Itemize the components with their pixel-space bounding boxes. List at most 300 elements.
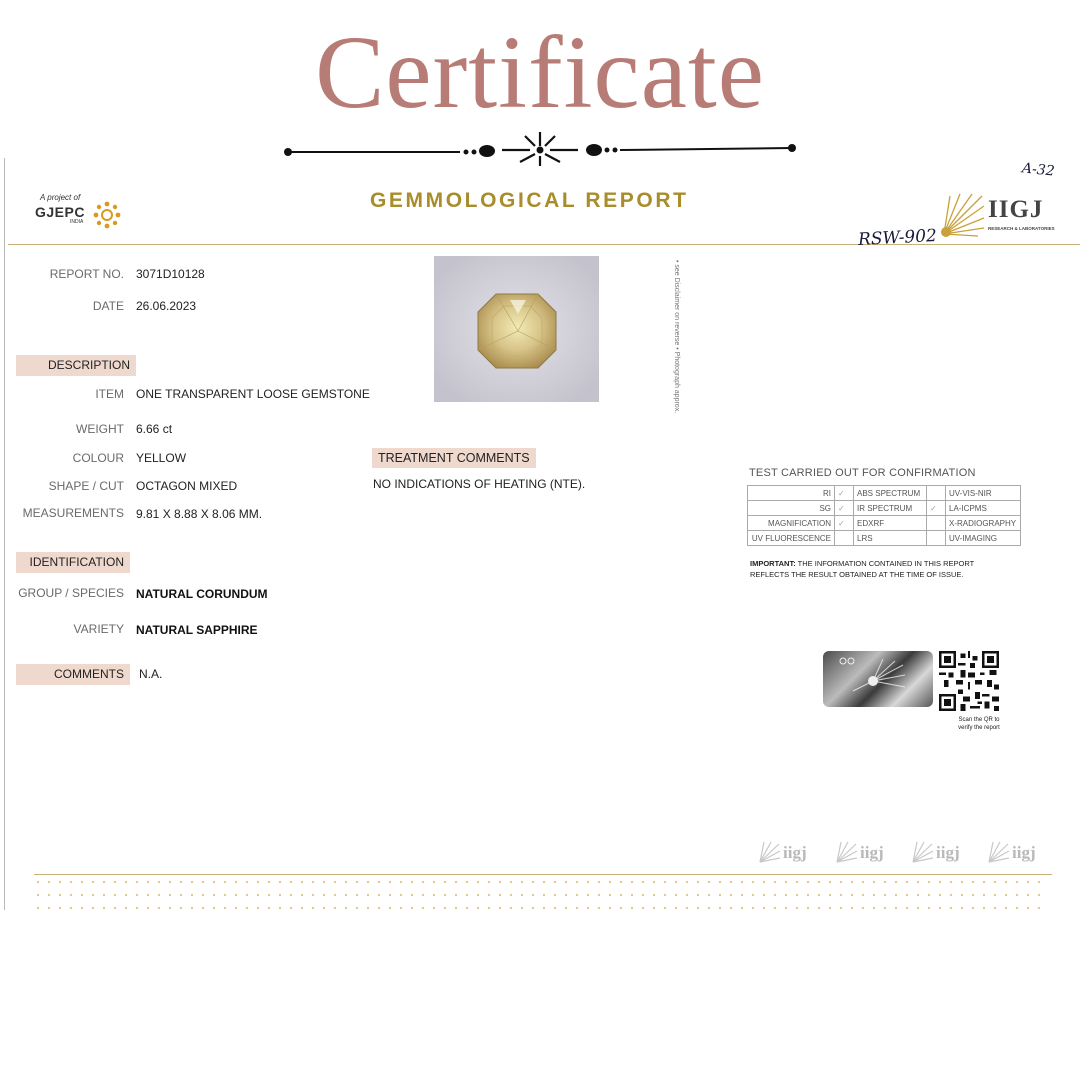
gemstone-photo <box>434 256 599 402</box>
star-ornament <box>917 894 920 897</box>
star-ornament <box>235 907 238 910</box>
important-note <box>750 558 1010 580</box>
star-ornament <box>818 894 821 897</box>
star-ornament <box>884 881 887 884</box>
star-ornament <box>730 907 733 910</box>
star-ornament <box>312 907 315 910</box>
star-ornament <box>477 894 480 897</box>
star-ornament <box>598 907 601 910</box>
star-ornament <box>895 894 898 897</box>
star-ornament <box>125 894 128 897</box>
star-ornament <box>851 894 854 897</box>
star-ornament <box>1038 881 1041 884</box>
hologram-seal <box>823 651 933 707</box>
star-ornament <box>774 881 777 884</box>
star-ornament <box>510 907 513 910</box>
star-ornament <box>466 907 469 910</box>
star-ornament <box>268 894 271 897</box>
star-ornament <box>730 894 733 897</box>
star-ornament <box>554 907 557 910</box>
star-ornament <box>829 881 832 884</box>
iigj-watermark-text: iigj <box>936 843 960 862</box>
test-check-empty <box>927 531 946 546</box>
star-ornament <box>367 907 370 910</box>
star-ornament <box>631 894 634 897</box>
star-ornament <box>829 907 832 910</box>
star-ornament <box>664 881 667 884</box>
section-comments: COMMENTS <box>16 664 130 685</box>
star-ornament <box>895 881 898 884</box>
star-ornament <box>103 881 106 884</box>
star-ornament <box>598 894 601 897</box>
star-ornament <box>961 907 964 910</box>
star-ornament <box>114 907 117 910</box>
star-ornament <box>851 881 854 884</box>
star-ornament <box>444 894 447 897</box>
star-ornament <box>807 907 810 910</box>
test-check-empty <box>835 531 854 546</box>
star-ornament <box>906 894 909 897</box>
star-ornament <box>125 907 128 910</box>
test-cell: RI <box>748 486 835 501</box>
star-ornament <box>114 894 117 897</box>
star-ornament <box>224 881 227 884</box>
measurements-label: MEASUREMENTS <box>22 506 124 520</box>
star-ornament <box>939 881 942 884</box>
star-ornament <box>444 907 447 910</box>
star-ornament <box>290 907 293 910</box>
tests-row <box>748 531 1021 546</box>
star-ornament <box>334 881 337 884</box>
star-ornament <box>620 907 623 910</box>
star-ornament <box>103 894 106 897</box>
star-ornament <box>147 907 150 910</box>
star-ornament <box>356 907 359 910</box>
star-ornament <box>873 894 876 897</box>
star-ornament <box>785 907 788 910</box>
qr-caption <box>944 716 1014 732</box>
test-cell: IR SPECTRUM <box>854 501 927 516</box>
star-ornament <box>961 894 964 897</box>
star-ornament <box>587 894 590 897</box>
star-ornament <box>422 894 425 897</box>
star-ornament <box>257 881 260 884</box>
star-ornament <box>433 881 436 884</box>
star-ornament <box>719 881 722 884</box>
test-cell: LA-ICPMS <box>946 501 1021 516</box>
star-ornament <box>994 881 997 884</box>
star-ornament <box>708 907 711 910</box>
star-ornament <box>389 881 392 884</box>
star-ornament <box>92 907 95 910</box>
star-ornament <box>785 881 788 884</box>
star-ornament <box>422 881 425 884</box>
test-cell: X-RADIOGRAPHY <box>946 516 1021 531</box>
star-ornament <box>499 894 502 897</box>
star-ornament <box>708 881 711 884</box>
star-ornament <box>752 907 755 910</box>
star-ornament <box>939 907 942 910</box>
star-ornament <box>114 881 117 884</box>
star-ornament <box>488 894 491 897</box>
certificate-title: Certificate <box>315 15 765 130</box>
gjepc-tagline: A project of <box>40 193 81 202</box>
star-ornament <box>213 894 216 897</box>
star-ornament <box>323 881 326 884</box>
star-ornament <box>928 894 931 897</box>
shape-value: OCTAGON MIXED <box>136 479 238 493</box>
star-ornament <box>136 881 139 884</box>
test-cell: UV-VIS-NIR <box>946 486 1021 501</box>
iigj-watermark <box>834 840 884 866</box>
star-ornament <box>972 881 975 884</box>
star-ornament <box>917 907 920 910</box>
star-ornament <box>763 894 766 897</box>
star-ornament <box>268 907 271 910</box>
star-ornament <box>37 881 40 884</box>
star-ornament <box>829 894 832 897</box>
test-cell: SG <box>748 501 835 516</box>
star-ornament <box>950 907 953 910</box>
star-ornament <box>411 881 414 884</box>
star-ornament <box>158 881 161 884</box>
star-border-pattern <box>34 878 1052 914</box>
item-label: ITEM <box>95 387 124 401</box>
star-ornament <box>928 907 931 910</box>
star-ornament <box>895 907 898 910</box>
test-cell: ABS SPECTRUM <box>854 486 927 501</box>
star-ornament <box>862 881 865 884</box>
star-ornament <box>81 881 84 884</box>
star-ornament <box>323 907 326 910</box>
star-ornament <box>103 907 106 910</box>
star-ornament <box>576 894 579 897</box>
star-ornament <box>983 907 986 910</box>
star-ornament <box>422 907 425 910</box>
star-ornament <box>587 881 590 884</box>
star-ornament <box>345 881 348 884</box>
iigj-watermark-starburst-icon <box>910 841 934 865</box>
section-identification: IDENTIFICATION <box>16 552 130 573</box>
star-ornament <box>81 907 84 910</box>
star-ornament <box>796 894 799 897</box>
star-ornament <box>92 894 95 897</box>
star-ornament <box>532 907 535 910</box>
star-ornament <box>873 907 876 910</box>
star-ornament <box>477 907 480 910</box>
report-heading: GEMMOLOGICAL REPORT <box>370 189 689 212</box>
star-ornament <box>532 894 535 897</box>
star-ornament <box>664 894 667 897</box>
star-ornament <box>686 894 689 897</box>
star-ornament <box>609 894 612 897</box>
star-ornament <box>917 881 920 884</box>
star-ornament <box>565 894 568 897</box>
star-ornament <box>411 907 414 910</box>
star-ornament <box>477 881 480 884</box>
star-ornament <box>136 907 139 910</box>
star-ornament <box>1016 881 1019 884</box>
star-ornament <box>950 894 953 897</box>
star-ornament <box>763 907 766 910</box>
group-value: NATURAL CORUNDUM <box>136 587 268 601</box>
star-ornament <box>510 881 513 884</box>
star-ornament <box>466 894 469 897</box>
star-ornament <box>752 881 755 884</box>
measurements-value: 9.81 X 8.88 X 8.06 MM. <box>136 507 263 521</box>
star-ornament <box>367 894 370 897</box>
star-ornament <box>983 881 986 884</box>
comments-value: N.A. <box>139 667 163 681</box>
treatment-value: NO INDICATIONS OF HEATING (NTE). <box>373 477 586 491</box>
star-ornament <box>70 894 73 897</box>
star-ornament <box>147 881 150 884</box>
tests-table <box>747 485 1021 546</box>
star-ornament <box>532 881 535 884</box>
star-ornament <box>70 881 73 884</box>
gjepc-logo-text: GJEPC <box>35 204 85 220</box>
star-ornament <box>455 894 458 897</box>
star-ornament <box>334 907 337 910</box>
star-ornament <box>400 894 403 897</box>
star-ornament <box>653 881 656 884</box>
star-ornament <box>488 907 491 910</box>
star-ornament <box>59 881 62 884</box>
iigj-subtitle: RESEARCH & LABORATORIES <box>988 226 1055 231</box>
footer-rule <box>34 874 1052 875</box>
star-ornament <box>818 907 821 910</box>
star-ornament <box>246 894 249 897</box>
star-ornament <box>323 894 326 897</box>
star-ornament <box>290 894 293 897</box>
important-label: IMPORTANT: <box>750 559 796 568</box>
star-ornament <box>719 907 722 910</box>
weight-label: WEIGHT <box>76 422 124 436</box>
star-ornament <box>543 907 546 910</box>
star-ornament <box>521 907 524 910</box>
star-ornament <box>378 907 381 910</box>
check-icon: ✓ <box>835 486 854 501</box>
star-ornament <box>554 894 557 897</box>
star-ornament <box>158 894 161 897</box>
star-ornament <box>356 894 359 897</box>
star-ornament <box>587 907 590 910</box>
test-check-empty <box>927 516 946 531</box>
important-text: THE INFORMATION CONTAINED IN THIS REPORT REFLECTS THE RESULT OBTAINED AT THE TIME OF ISSUE. <box>750 559 975 579</box>
star-ornament <box>939 894 942 897</box>
star-ornament <box>565 881 568 884</box>
star-ornament <box>224 894 227 897</box>
star-ornament <box>488 881 491 884</box>
handwritten-code: RSW-902 <box>857 225 938 251</box>
star-ornament <box>642 881 645 884</box>
star-ornament <box>235 881 238 884</box>
report-no-value: 3071D10128 <box>136 267 205 281</box>
star-ornament <box>433 894 436 897</box>
star-ornament <box>455 881 458 884</box>
test-cell: UV-IMAGING <box>946 531 1021 546</box>
star-ornament <box>1027 907 1030 910</box>
star-ornament <box>884 907 887 910</box>
test-cell: UV FLUORESCENCE <box>748 531 835 546</box>
star-ornament <box>840 907 843 910</box>
test-check-empty <box>927 486 946 501</box>
star-ornament <box>565 907 568 910</box>
star-ornament <box>169 881 172 884</box>
star-ornament <box>697 894 700 897</box>
star-ornament <box>312 881 315 884</box>
star-ornament <box>367 881 370 884</box>
colour-label: COLOUR <box>72 451 124 465</box>
star-ornament <box>741 894 744 897</box>
star-ornament <box>279 907 282 910</box>
star-ornament <box>180 894 183 897</box>
report-no-label: REPORT NO. <box>49 267 124 281</box>
weight-value: 6.66 ct <box>136 422 173 436</box>
star-ornament <box>169 894 172 897</box>
star-ornament <box>279 881 282 884</box>
star-ornament <box>928 881 931 884</box>
star-ornament <box>180 907 183 910</box>
star-ornament <box>158 907 161 910</box>
shape-label: SHAPE / CUT <box>48 479 124 493</box>
star-ornament <box>972 894 975 897</box>
star-ornament <box>862 907 865 910</box>
star-ornament <box>543 881 546 884</box>
tests-row <box>748 486 1021 501</box>
star-ornament <box>807 881 810 884</box>
star-ornament <box>136 894 139 897</box>
star-ornament <box>983 894 986 897</box>
star-ornament <box>81 894 84 897</box>
test-cell: EDXRF <box>854 516 927 531</box>
star-ornament <box>257 907 260 910</box>
iigj-watermark <box>986 840 1036 866</box>
tests-row <box>748 516 1021 531</box>
star-ornament <box>257 894 260 897</box>
star-ornament <box>345 894 348 897</box>
star-ornament <box>312 894 315 897</box>
test-cell: MAGNIFICATION <box>748 516 835 531</box>
star-ornament <box>389 894 392 897</box>
star-ornament <box>730 881 733 884</box>
star-ornament <box>609 881 612 884</box>
star-ornament <box>400 881 403 884</box>
star-ornament <box>774 894 777 897</box>
star-ornament <box>301 907 304 910</box>
star-ornament <box>246 907 249 910</box>
check-icon: ✓ <box>835 501 854 516</box>
variety-value: NATURAL SAPPHIRE <box>136 623 258 637</box>
star-ornament <box>1005 881 1008 884</box>
star-ornament <box>543 894 546 897</box>
star-ornament <box>906 881 909 884</box>
iigj-logo-text: IIGJ <box>988 196 1044 223</box>
star-ornament <box>697 881 700 884</box>
star-ornament <box>37 894 40 897</box>
star-ornament <box>213 907 216 910</box>
variety-label: VARIETY <box>73 622 124 636</box>
check-icon: ✓ <box>835 516 854 531</box>
star-ornament <box>697 907 700 910</box>
star-ornament <box>301 894 304 897</box>
star-ornament <box>598 881 601 884</box>
star-ornament <box>213 881 216 884</box>
star-ornament <box>884 894 887 897</box>
iigj-starburst-icon <box>938 192 986 240</box>
star-ornament <box>268 881 271 884</box>
check-icon: ✓ <box>927 501 946 516</box>
star-ornament <box>48 907 51 910</box>
star-ornament <box>620 894 623 897</box>
gjepc-country: INDIA <box>70 219 84 225</box>
star-ornament <box>521 881 524 884</box>
colour-value: YELLOW <box>136 451 187 465</box>
qr-code[interactable] <box>939 651 999 711</box>
star-ornament <box>686 881 689 884</box>
star-ornament <box>389 907 392 910</box>
star-ornament <box>180 881 183 884</box>
star-ornament <box>763 881 766 884</box>
star-ornament <box>818 881 821 884</box>
star-ornament <box>1005 894 1008 897</box>
star-ornament <box>345 907 348 910</box>
star-ornament <box>147 894 150 897</box>
iigj-watermark-starburst-icon <box>986 841 1010 865</box>
star-ornament <box>356 881 359 884</box>
star-ornament <box>774 907 777 910</box>
star-ornament <box>125 881 128 884</box>
iigj-watermark <box>757 840 807 866</box>
star-border <box>34 878 1052 914</box>
iigj-watermark-text: iigj <box>783 843 807 862</box>
star-ornament <box>576 881 579 884</box>
star-ornament <box>631 881 634 884</box>
star-ornament <box>961 881 964 884</box>
star-ornament <box>631 907 634 910</box>
qr-caption-line2: verify the report <box>958 725 1000 731</box>
star-ornament <box>609 907 612 910</box>
star-ornament <box>675 881 678 884</box>
iigj-watermark-text: iigj <box>860 843 884 862</box>
star-ornament <box>851 907 854 910</box>
star-ornament <box>653 907 656 910</box>
star-ornament <box>1016 894 1019 897</box>
photo-disclaimer: • see Disclaimer on reverse • Photograph approx. <box>673 260 680 414</box>
star-ornament <box>378 894 381 897</box>
star-ornament <box>246 881 249 884</box>
star-ornament <box>796 881 799 884</box>
star-ornament <box>642 907 645 910</box>
star-ornament <box>202 881 205 884</box>
star-ornament <box>202 894 205 897</box>
star-ornament <box>620 881 623 884</box>
star-ornament <box>862 894 865 897</box>
star-ornament <box>950 881 953 884</box>
star-ornament <box>191 881 194 884</box>
star-ornament <box>92 881 95 884</box>
iigj-watermark-starburst-icon <box>834 841 858 865</box>
star-ornament <box>378 881 381 884</box>
star-ornament <box>224 907 227 910</box>
star-ornament <box>994 907 997 910</box>
star-ornament <box>752 894 755 897</box>
star-ornament <box>466 881 469 884</box>
star-ornament <box>301 881 304 884</box>
star-ornament <box>510 894 513 897</box>
star-ornament <box>48 894 51 897</box>
handwritten-note-top: A-32 <box>1021 160 1056 180</box>
